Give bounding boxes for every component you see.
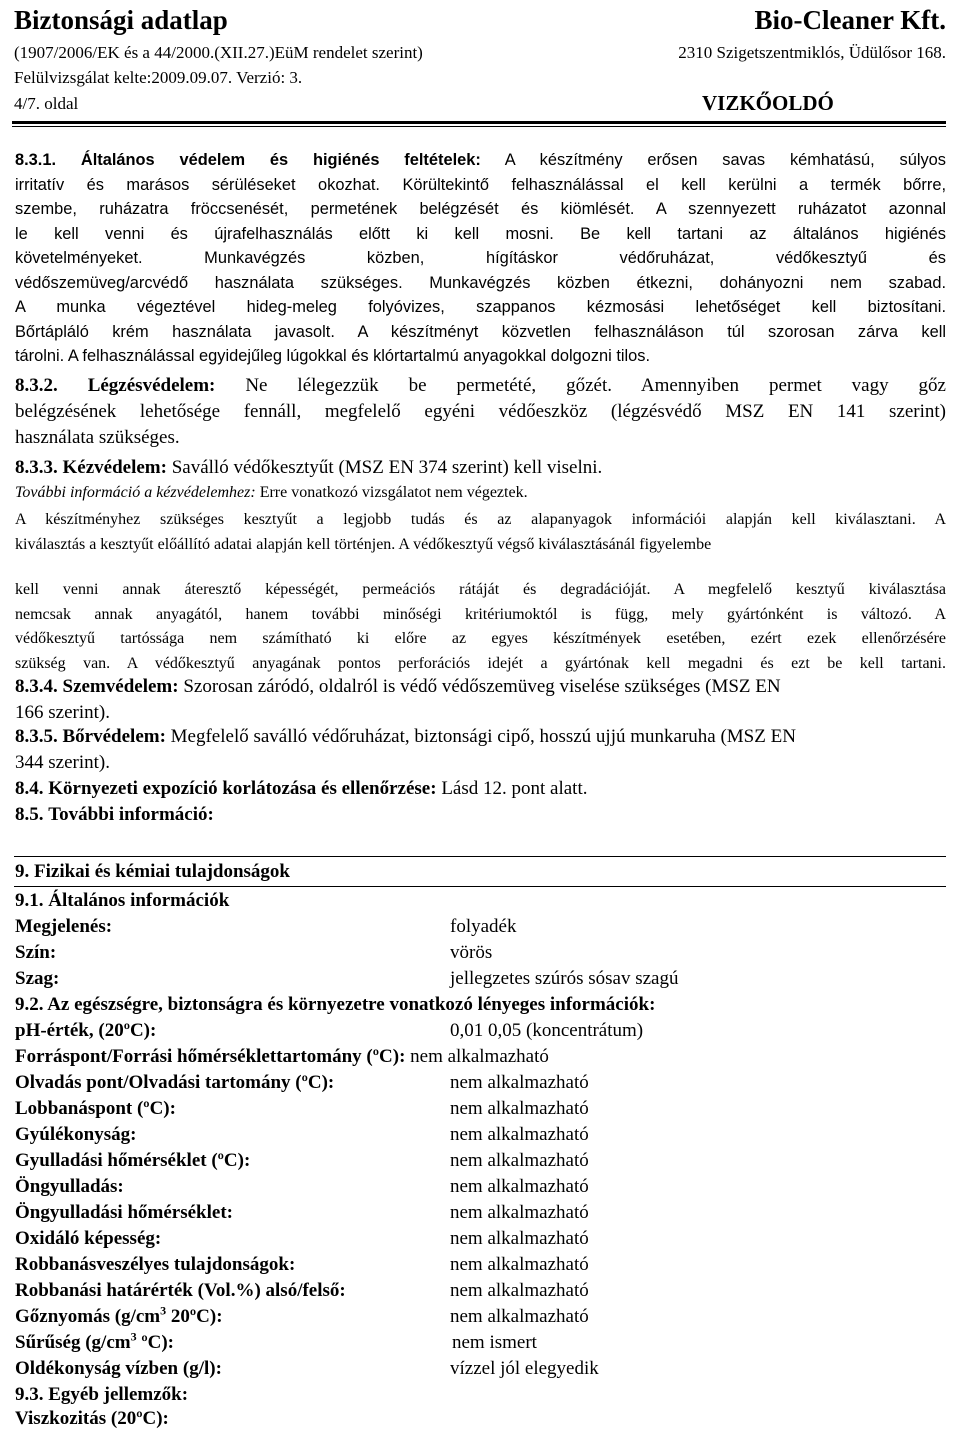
regulation-reference: (1907/2006/EK és a 44/2000.(XII.27.)EüM rendelet szerint): [14, 43, 423, 62]
property-row: [15, 1174, 945, 1200]
label-text: ºC):: [136, 1332, 174, 1353]
info-text: Erre vonatkozó vizsgálatot nem végeztek.: [259, 484, 528, 501]
paragraph-line: irritatív és marásos sérüléseket okozhat. Körültekintő felhasználással el kell kerülni a termék bőrre,: [15, 175, 946, 194]
paragraph-line: Ne lélegezzük be permetété, gőzét. Amennyiben permet vagy gőz: [245, 375, 946, 396]
section-heading: Légzésvédelem:: [87, 375, 216, 396]
property-value: vörös: [450, 942, 493, 963]
paragraph-line: A készítmény erősen savas kémhatású, súlyos: [504, 151, 946, 169]
property-row: [15, 914, 945, 940]
paragraph-line: 344 szerint).: [15, 752, 110, 773]
property-label: Öngyulladási hőmérséklet:: [15, 1202, 233, 1223]
section-9-3-title: 9.3. Egyéb jellemzők:: [15, 1384, 189, 1405]
property-value: 0,01 0,05 (koncentrátum): [450, 1020, 644, 1041]
property-value: nem alkalmazható: [450, 1228, 589, 1249]
section-8-5: [15, 802, 214, 828]
paragraph-line: követelményeket. Munkavégzés közben, hígításkor védőruházat, védőkesztyű és: [15, 249, 946, 267]
page-number: 4/7. oldal: [14, 94, 79, 113]
label-text: 20ºC):: [166, 1306, 223, 1327]
section-8-3-4: [15, 674, 946, 726]
glove-selection-text-continued: [15, 578, 946, 676]
property-value: nem alkalmazható: [450, 1280, 589, 1301]
paragraph-line: védőkesztyű tartóssága nem számítható ki előre az egyes készítmények esetében, ezért ezek ellenőrzésére: [15, 630, 946, 647]
section-heading: Általános védelem és higiénés feltételek:: [80, 151, 481, 169]
property-label: Gyúlékonyság:: [15, 1124, 137, 1145]
section-divider: [14, 856, 946, 857]
property-label: pH-érték, (20ºC):: [15, 1020, 157, 1041]
paragraph-line: használata szükséges.: [15, 427, 180, 448]
property-value: nem alkalmazható: [450, 1202, 589, 1223]
glove-selection-text: [15, 507, 946, 557]
section-divider: [14, 886, 946, 887]
property-row: [15, 1200, 945, 1226]
label-superscript: 3: [160, 1303, 167, 1318]
paragraph-line: Megfelelő saválló védőruházat, biztonsági cipő, hosszú ujjú munkaruha (MSZ EN: [170, 726, 796, 747]
info-label: További információ a kézvédelemhez:: [15, 484, 256, 501]
property-label: Robbanásveszélyes tulajdonságok:: [15, 1254, 296, 1275]
property-label: Forráspont/Forrási hőmérséklettartomány (ºC):: [15, 1046, 406, 1067]
property-row: [15, 1096, 945, 1122]
property-row: [15, 940, 945, 966]
property-row: [15, 1070, 945, 1096]
section-8-3-2: [15, 373, 946, 451]
paragraph-line: tárolni. A felhasználással egyidejűleg lúgokkal és klórtartalmú anyagokkal dolgozni tilos.: [15, 347, 651, 365]
property-label: Oxidáló képesség:: [15, 1228, 162, 1249]
section-9-title: 9. Fizikai és kémiai tulajdonságok: [15, 861, 290, 882]
paragraph-line: kell venni annak áteresztő képességét, permeációs rátáját és degradációját. A megfelelő kesztyű kiválasztása: [15, 581, 946, 598]
company-address: 2310 Szigetszentmiklós, Üdülősor 168.: [678, 43, 946, 62]
property-label: Robbanási határérték (Vol.%) alsó/felső:: [15, 1280, 346, 1301]
section-number: 8.3.5.: [15, 726, 58, 747]
property-label: Olvadás pont/Olvadási tartomány (ºC):: [15, 1072, 335, 1093]
section-9-2-title: 9.2. Az egészségre, biztonságra és környezetre vonatkozó lényeges információk:: [15, 994, 656, 1015]
viscosity-label: Viszkozitás (20ºC):: [15, 1408, 169, 1429]
property-row-ph: [15, 1018, 945, 1044]
revision-info: Felülvizsgálat kelte:2009.09.07. Verzió: 3.: [14, 68, 303, 87]
property-row: [15, 966, 945, 992]
section-heading: Környezeti expozíció korlátozása és ellenőrzése:: [48, 778, 437, 799]
label-text: Sűrűség (g/cm: [15, 1332, 131, 1353]
section-heading: Szemvédelem:: [62, 676, 179, 697]
paragraph-line: A munka végeztével hideg-meleg folyóvizes, szappanos kézmosási lehetőséget kell biztosítani.: [15, 298, 946, 316]
property-row-boiling: [15, 1044, 945, 1070]
section-number: 8.3.4.: [15, 676, 58, 697]
property-value: vízzel jól elegyedik: [450, 1358, 599, 1379]
paragraph-line: szükség van. A védőkesztyű anyagának pontos perforációs idejét a gyártónak kell megadni és ezt be kell tartani.: [15, 654, 946, 672]
paragraph-line: Szorosan záródó, oldalról is védő védőszemüveg viselése szükséges (MSZ EN: [183, 676, 781, 697]
paragraph-line: Bőrtápláló krém használata javasolt. A készítményt közvetlen felhasználáson túl szorosan zárva kell: [15, 322, 946, 341]
paragraph-line: A készítményhez szükséges kesztyűt a legjobb tudás és az alapanyagok információi alapján kell kiválasztani. A: [15, 511, 946, 528]
property-value: nem alkalmazható: [450, 1072, 589, 1093]
property-value: nem alkalmazható: [450, 1098, 589, 1119]
property-label: Megjelenés:: [15, 916, 113, 937]
company-name: Bio-Cleaner Kft.: [754, 5, 946, 35]
section-text: Saválló védőkesztyűt (MSZ EN 374 szerint) kell viselni.: [171, 457, 603, 478]
section-number: 8.3.1.: [15, 151, 57, 169]
section-number: 8.5.: [15, 804, 44, 825]
paragraph-line: szembe, ruházatra fröccsenését, permetének belégzését és kiömlését. A szennyezett ruházatot azonnal: [15, 200, 946, 218]
section-number: 8.4.: [15, 778, 44, 799]
property-label: Lobbanáspont (ºC):: [15, 1098, 176, 1119]
header-divider: [12, 121, 946, 124]
property-row-vapor-pressure: [15, 1304, 945, 1330]
hand-protection-info: [15, 484, 528, 502]
section-number: 8.3.2.: [15, 375, 58, 396]
property-value: nem alkalmazható: [450, 1306, 589, 1327]
section-9-1-title: 9.1. Általános információk: [15, 890, 230, 911]
section-8-3-1: [15, 148, 946, 369]
property-value: nem ismert: [452, 1332, 537, 1353]
property-row: [15, 1122, 945, 1148]
property-row: [15, 1226, 945, 1252]
property-label: [15, 1330, 174, 1356]
product-name: VIZKŐOLDÓ: [702, 91, 834, 115]
paragraph-line: kiválasztás a kesztyűt előállító adatai alapján kell történjen. A védőkesztyű végső kiválasztásánál figyelembe: [15, 536, 712, 553]
paragraph-line: belégzésének lehetősége fennáll, megfelelő egyéni védőeszköz (légzésvédő MSZ EN 141 szerint): [15, 401, 946, 422]
property-label: [15, 1304, 223, 1330]
paragraph-line: 166 szerint).: [15, 702, 110, 723]
property-row: [15, 1252, 945, 1278]
property-value: nem alkalmazható: [450, 1254, 589, 1275]
section-heading: További információ:: [48, 804, 214, 825]
property-value: nem alkalmazható: [450, 1176, 589, 1197]
label-superscript: 3: [130, 1329, 137, 1344]
property-row: [15, 1148, 945, 1174]
section-text: Lásd 12. pont alatt.: [441, 778, 588, 799]
label-text: Gőznyomás (g/cm: [15, 1306, 161, 1327]
property-label: Gyulladási hőmérséklet (ºC):: [15, 1150, 251, 1171]
section-heading: Bőrvédelem:: [62, 726, 166, 747]
section-number: 8.3.3.: [15, 457, 58, 478]
document-title: Biztonsági adatlap: [14, 5, 228, 35]
paragraph-line: védőszemüveg/arcvédő használata szükséges. Munkavégzés közben étkezni, dohányozni nem szabad.: [15, 273, 946, 292]
property-label: Szín:: [15, 942, 57, 963]
section-heading: Kézvédelem:: [62, 457, 167, 478]
paragraph-line: nemcsak annak anyagától, hanem további minőségi kritériumoktól is függ, mely gyártónként is változó. A: [15, 605, 946, 623]
header-divider-thin: [12, 126, 946, 127]
property-value: nem alkalmazható: [450, 1150, 589, 1171]
property-value: nem alkalmazható: [410, 1046, 549, 1067]
property-value: nem alkalmazható: [450, 1124, 589, 1145]
property-value: jellegzetes szúrós sósav szagú: [450, 968, 679, 989]
property-label: Szag:: [15, 968, 60, 989]
property-row-density: [15, 1330, 945, 1356]
section-8-4: [15, 776, 587, 802]
property-row-solubility: [15, 1356, 945, 1382]
paragraph-line: le kell venni és újrafelhasználás előtt ki kell mosni. Be kell tartani az általános higiénés: [15, 224, 946, 243]
section-8-3-3: [15, 455, 602, 481]
property-label: Oldékonyság vízben (g/l):: [15, 1358, 222, 1379]
property-label: Öngyulladás:: [15, 1176, 124, 1197]
property-row: [15, 1278, 945, 1304]
section-8-3-5: [15, 724, 946, 776]
property-value: folyadék: [450, 916, 517, 937]
